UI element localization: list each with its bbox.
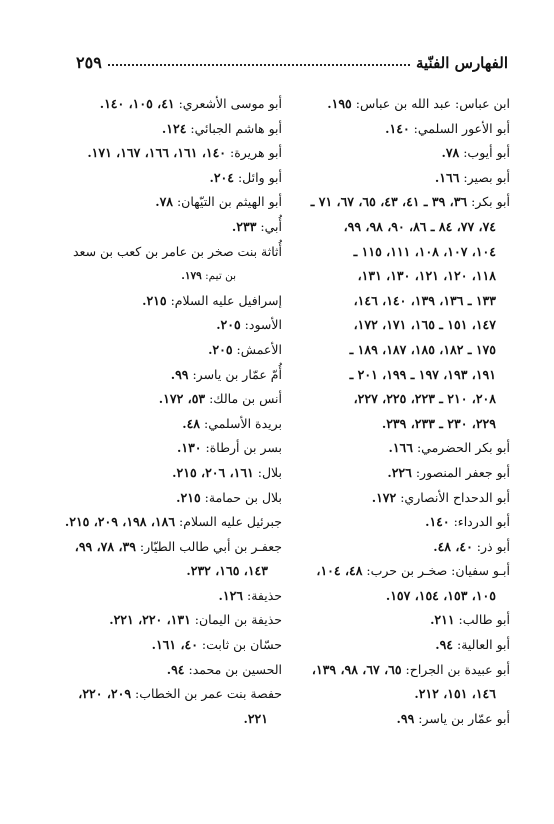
index-entry: [82, 363, 282, 388]
running-title: الفهارس الفنّية: [415, 54, 508, 72]
entry-page-numbers: ٢٢١.: [243, 710, 268, 726]
entry-page-numbers: ٤١، ١٠٥، ١٤٠.: [99, 96, 175, 111]
entry-page-numbers: ١٤٦، ١٥١، ٢١٢.: [414, 686, 496, 702]
index-column-right: [288, 92, 510, 731]
entry-page-numbers: ٢٢٦.: [387, 464, 412, 480]
entry-name: أبو الدحداح الأنصاري:: [396, 489, 510, 505]
entry-name: بلال:: [253, 464, 282, 480]
entry-page-numbers: ٢١٥.: [176, 489, 201, 505]
entry-page-numbers: ١٢٤.: [161, 120, 187, 136]
entry-page-numbers: ١٩١، ١٩٣، ١٩٧ ـ ١٩٩، ٢٠١ ـ: [349, 366, 496, 382]
entry-name: جبرئيل عليه السلام:: [175, 514, 282, 530]
index-entry: [288, 608, 510, 633]
entry-name: أُبي:: [256, 218, 282, 234]
entry-page-numbers: ٩٩.: [396, 710, 415, 726]
index-entry: [82, 486, 282, 511]
entry-page-numbers: ٩٤.: [166, 661, 185, 677]
index-entry: [288, 707, 510, 732]
entry-page-numbers: ٩٩.: [170, 366, 189, 382]
entry-page-numbers: ١٤٠.: [425, 514, 450, 530]
entry-page-numbers: ١٤٣، ١٦٥، ٢٣٢.: [186, 563, 268, 579]
entry-name: أُمّ عمّار بن ياسر:: [188, 366, 282, 382]
index-entry: [82, 584, 282, 609]
entry-name: حذيفة بن اليمان:: [190, 612, 282, 628]
entry-page-numbers: ٢٠٤.: [209, 169, 234, 185]
index-entry: [288, 461, 510, 486]
entry-name: بلال بن حمامة:: [200, 489, 282, 505]
index-entry: [82, 190, 282, 215]
index-entry: [82, 141, 282, 166]
index-entry: [82, 117, 282, 142]
index-entry: [288, 535, 510, 560]
entry-name: أبو الأعور السلمي:: [409, 120, 510, 136]
entry-page-numbers: ٦٥، ٦٧، ٩٨، ١٣٩،: [311, 661, 402, 677]
index-entry: [82, 658, 282, 683]
index-entry: [74, 535, 282, 560]
index-entry: [288, 584, 510, 609]
entry-page-numbers: ١٣٣ ـ ١٣٦، ١٣٩، ١٤٠، ١٤٦،: [353, 292, 496, 308]
entry-page-numbers: ٢٠٩، ٢٢٠،: [78, 686, 132, 702]
entry-page-numbers: ٩٤.: [435, 637, 454, 653]
entry-page-numbers: ٢١١.: [430, 612, 455, 628]
entry-page-numbers: ١٤٠، ١٦١، ١٦٦، ١٦٧، ١٧١.: [87, 145, 227, 161]
index-entry: [82, 313, 282, 338]
entry-name: أبو هاشم الجبائي:: [186, 120, 282, 136]
entry-name: أبو الدرداء:: [449, 514, 510, 530]
index-entry: [288, 412, 510, 437]
index-entry: [288, 117, 510, 142]
entry-name: الحسين بن محمد:: [184, 661, 282, 677]
entry-page-numbers: ٢٠٨، ٢١٠ ـ ٢٢٣، ٢٢٥، ٢٢٧،: [353, 391, 496, 407]
entry-page-numbers: ١٤٧، ١٥١ ـ ١٦٥، ١٧١، ١٧٢،: [353, 317, 496, 333]
index-entry: [288, 510, 510, 535]
index-entry: [82, 338, 282, 363]
entry-page-numbers: ٢٣٣.: [231, 218, 257, 234]
index-entry: [82, 215, 282, 240]
entry-page-numbers: ١٣٠.: [177, 440, 202, 456]
index-entry: [82, 461, 282, 486]
entry-page-numbers: ١٧٩.: [181, 270, 202, 283]
page-number: ٢٥٩: [76, 53, 102, 72]
entry-page-numbers: ٥٣، ١٧٢.: [158, 391, 206, 407]
entry-name: بريدة الأسلمي:: [200, 415, 282, 431]
index-entry: [288, 658, 510, 683]
entry-page-numbers: ٤٨، ١٠٤،: [316, 563, 363, 579]
index-entry: [82, 412, 282, 437]
index-entry: [82, 166, 282, 191]
entry-page-numbers: ١٦٦.: [388, 440, 413, 456]
index-entry: [288, 559, 510, 584]
entry-page-numbers: ٤٠، ١٦١.: [151, 637, 198, 653]
entry-name: أبو طالب:: [454, 612, 510, 628]
entry-name: أبو أيوب:: [459, 145, 510, 161]
entry-page-numbers: ٤٨.: [182, 415, 201, 431]
entry-name: الأعمش:: [232, 341, 282, 357]
index-entry: [288, 215, 510, 240]
entry-name: حسّان بن ثابت:: [197, 637, 282, 653]
index-entry: [73, 240, 282, 265]
entry-page-numbers: ١٨٦، ١٩٨، ٢٠٩، ٢١٥.: [64, 514, 176, 530]
entry-name: أبو عمّار بن ياسر:: [414, 710, 510, 726]
entry-page-numbers: ٢١٥.: [142, 292, 167, 308]
index-entry: [78, 682, 282, 707]
entry-name: بسر بن أرطاة:: [201, 440, 282, 456]
index-entry: [288, 363, 510, 388]
entry-name: بن تيم:: [201, 270, 236, 283]
index-entry: [288, 289, 510, 314]
entry-page-numbers: ١٩٥.: [327, 96, 352, 111]
entry-page-numbers: ١٠٤، ١٠٧، ١٠٨، ١١١، ١١٥ ـ: [353, 243, 496, 259]
entry-page-numbers: ١٦١، ٢٠٦، ٢١٥.: [172, 464, 254, 480]
index-entry: [82, 608, 282, 633]
entry-name: أبو بصير:: [459, 169, 510, 185]
entry-page-numbers: ٢٢٩، ٢٣٠ ـ ٢٣٣، ٢٣٩.: [381, 415, 496, 431]
entry-page-numbers: ٢٠٥.: [208, 341, 233, 357]
index-entry: [82, 707, 282, 732]
index-entry: [82, 264, 282, 289]
entry-name: حفصة بنت عمر بن الخطاب:: [131, 686, 282, 702]
entry-name: إسرافيل عليه السلام:: [166, 292, 282, 308]
index-entry: [64, 510, 282, 535]
leader-dots: [108, 64, 410, 66]
entry-name: أبو موسى الأشعري:: [174, 96, 282, 111]
index-entry: [288, 387, 510, 412]
entry-page-numbers: ٣٩، ٧٨، ٩٩،: [74, 538, 136, 554]
index-entry: [82, 633, 282, 658]
entry-name: أبو ذر:: [472, 538, 510, 554]
index-entry: [82, 559, 282, 584]
entry-name: أبو بكر الحضرمي:: [412, 440, 510, 456]
entry-name: أبو هريرة:: [226, 145, 282, 161]
entry-name: أبو وائل:: [233, 169, 282, 185]
entry-name: الأسود:: [240, 317, 282, 333]
entry-name: حذيفة:: [243, 587, 282, 603]
index-entry: [288, 436, 510, 461]
entry-name: أُثاثة بنت صخر بن عامر بن كعب بن سعد: [73, 243, 282, 259]
entry-page-numbers: ٧٨.: [155, 194, 173, 210]
entry-page-numbers: ١٤٠.: [385, 120, 410, 136]
entry-page-numbers: ١١٨، ١٢٠، ١٢١، ١٣٠، ١٣١،: [357, 268, 496, 284]
entry-page-numbers: ١٧٥ ـ ١٨٢، ١٨٥، ١٨٧، ١٨٩ ـ: [349, 341, 496, 357]
entry-page-numbers: ١٠٥، ١٥٣، ١٥٤، ١٥٧.: [385, 587, 496, 603]
entry-name: أبو جعفر المنصور:: [411, 464, 510, 480]
index-entry: [82, 92, 282, 117]
index-entry: [288, 141, 510, 166]
entry-page-numbers: ٢٠٥.: [216, 317, 241, 333]
entry-name: أنس بن مالك:: [205, 391, 282, 407]
index-entry: [288, 240, 510, 265]
entry-page-numbers: ٧٤، ٧٧، ٨٤ ـ ٨٦، ٩٠، ٩٨، ٩٩،: [343, 218, 496, 234]
entry-page-numbers: ٧٨.: [441, 145, 460, 161]
entry-page-numbers: ١٢٦.: [218, 587, 244, 603]
index-entry: [288, 166, 510, 191]
index-entry: [288, 190, 510, 215]
index-entry: [288, 264, 510, 289]
index-entry: [82, 289, 282, 314]
index-entry: [288, 486, 510, 511]
entry-name: أبـو سفيان: صخـر بن حرب:: [362, 563, 510, 579]
entry-name: أبو بكر:: [467, 194, 510, 210]
entry-page-numbers: ٣٦، ٣٩ ـ ٤١، ٤٣، ٦٥، ٦٧، ٧١ ـ: [310, 194, 468, 210]
entry-page-numbers: ١٣١، ٢٢٠، ٢٢١.: [109, 612, 191, 628]
entry-name: أبو الهيثم بن التيّهان:: [173, 194, 282, 210]
page-header: [76, 42, 508, 72]
entry-page-numbers: ١٧٢.: [371, 489, 397, 505]
index-column-left: [64, 92, 282, 731]
entry-name: أبو العالية:: [453, 637, 510, 653]
entry-name: ابن عباس: عبد الله بن عباس:: [351, 96, 510, 111]
entry-page-numbers: ١٦٦.: [434, 169, 460, 185]
index-entry: [288, 92, 510, 117]
index-entry: [82, 387, 282, 412]
entry-page-numbers: ٤٠، ٤٨.: [433, 538, 473, 554]
index-entry: [288, 633, 510, 658]
index-entry: [288, 682, 510, 707]
index-entry: [288, 338, 510, 363]
entry-name: أبو عبيدة بن الجراح:: [401, 661, 510, 677]
index-entry: [288, 313, 510, 338]
entry-name: جعفـر بن أبي طالب الطيّار:: [135, 538, 282, 554]
index-entry: [82, 436, 282, 461]
